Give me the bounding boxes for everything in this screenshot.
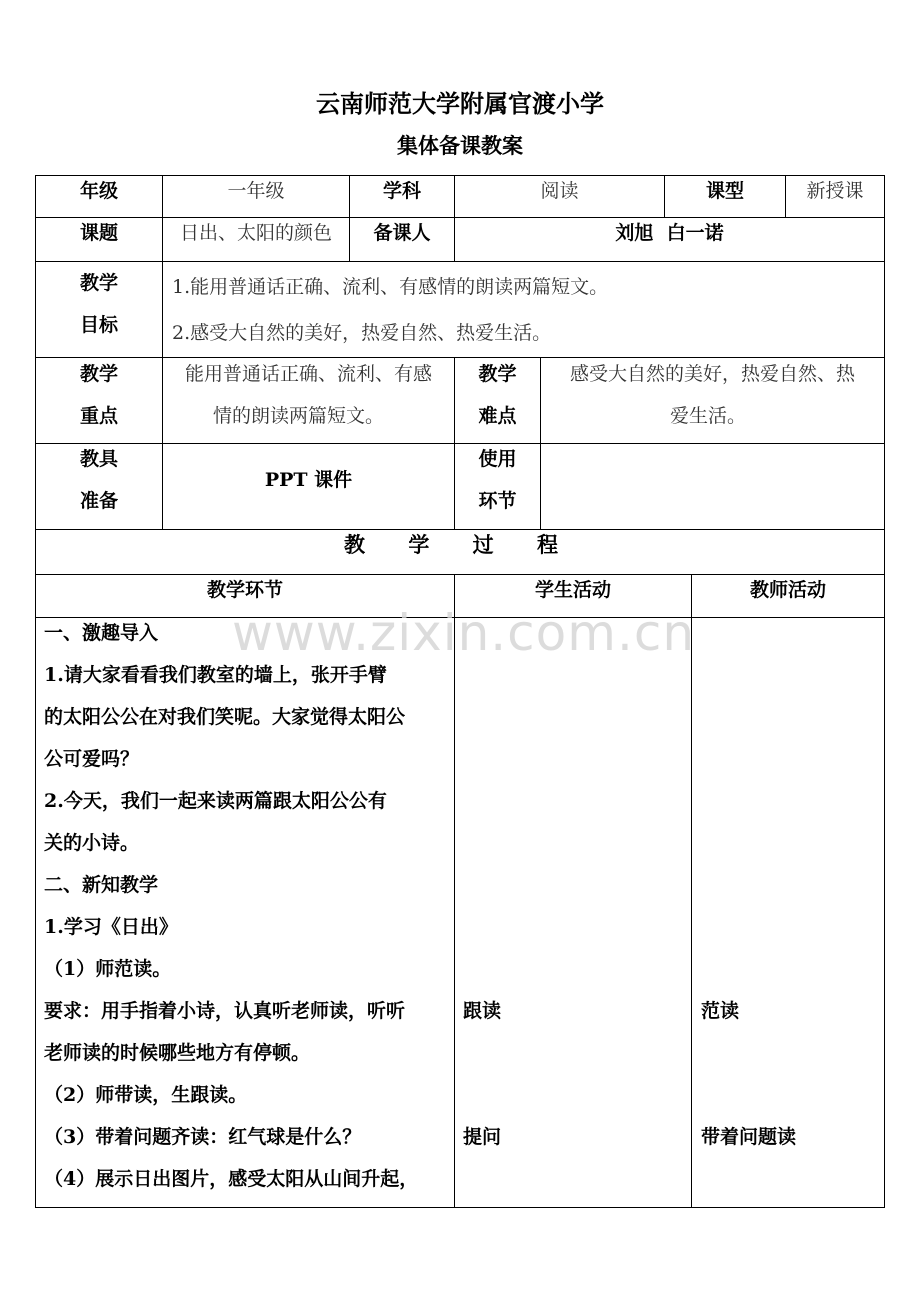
key-label: 教学 [79, 363, 118, 385]
process-line: 的太阳公公在对我们笑呢。大家觉得太阳公 [44, 706, 406, 728]
teacher-activity: 范读 [701, 1000, 740, 1022]
column-header: 学生活动 [534, 579, 611, 601]
use-label: 环节 [478, 490, 517, 512]
tools-label: 教具 [79, 448, 118, 470]
table-border [691, 574, 692, 1208]
preparer-label: 备课人 [373, 222, 431, 244]
process-line: 老师读的时候哪些地方有停顿。 [44, 1042, 311, 1064]
process-line: （4）展示日出图片，感受太阳从山间升起， [44, 1168, 419, 1190]
subject-label: 学科 [382, 180, 421, 202]
goals-label: 教学 [79, 272, 118, 294]
difficulty-value: 感受大自然的美好，热爱自然、热 [569, 363, 855, 385]
grade-value: 一年级 [227, 180, 285, 202]
goal-item: 1.能用普通话正确、流利、有感情的朗读两篇短文。 [172, 276, 609, 298]
process-line: 二、新知教学 [44, 874, 159, 896]
difficulty-value: 爱生活。 [670, 405, 747, 427]
goals-label: 目标 [79, 314, 118, 336]
column-header: 教学环节 [206, 579, 283, 601]
process-line: 2.今天，我们一起来读两篇跟太阳公公有 [44, 790, 387, 812]
process-line: 1.请大家看看我们教室的墙上，张开手臂 [44, 664, 387, 686]
student-activity: 跟读 [463, 1000, 502, 1022]
school-name: 云南师范大学附属官渡小学 [316, 89, 604, 118]
type-value: 新授课 [806, 180, 864, 202]
tools-label: 准备 [79, 490, 118, 512]
key-value: 情的朗读两篇短文。 [213, 405, 385, 427]
goal-item: 2.感受大自然的美好，热爱自然、热爱生活。 [172, 322, 552, 344]
document-type: 集体备课教案 [397, 133, 523, 158]
process-line: （1）师范读。 [44, 958, 172, 980]
grade-label: 年级 [79, 180, 118, 202]
student-activity: 提问 [463, 1126, 502, 1148]
subject-value: 阅读 [540, 180, 579, 202]
process-line: 一、激趣导入 [44, 622, 159, 644]
topic-label: 课题 [79, 222, 118, 244]
table-border [35, 1207, 885, 1208]
watermark: www.zixin.com.cn [232, 604, 696, 662]
topic-value: 日出、太阳的颜色 [179, 222, 332, 244]
column-header: 教师活动 [749, 579, 826, 601]
key-value: 能用普通话正确、流利、有感 [184, 363, 432, 385]
process-line: 关的小诗。 [44, 832, 140, 854]
process-line: 要求：用手指着小诗，认真听老师读，听听 [44, 1000, 406, 1022]
process-line: （2）师带读，生跟读。 [44, 1084, 248, 1106]
difficulty-label: 难点 [478, 405, 517, 427]
process-title: 教 学 过 程 [344, 532, 576, 557]
process-line: 1.学习《日出》 [44, 916, 178, 938]
table-border [884, 175, 885, 1208]
process-line: 公可爱吗？ [44, 748, 140, 770]
difficulty-label: 教学 [478, 363, 517, 385]
preparer-value: 刘旭 白一诺 [615, 222, 724, 244]
key-label: 重点 [79, 405, 118, 427]
process-line: （3）带着问题齐读：红气球是什么？ [44, 1126, 362, 1148]
table-border [454, 574, 455, 1208]
teacher-activity: 带着问题读 [701, 1126, 797, 1148]
type-label: 课型 [705, 180, 744, 202]
tools-value: PPT 课件 [264, 469, 353, 491]
use-label: 使用 [478, 448, 517, 470]
